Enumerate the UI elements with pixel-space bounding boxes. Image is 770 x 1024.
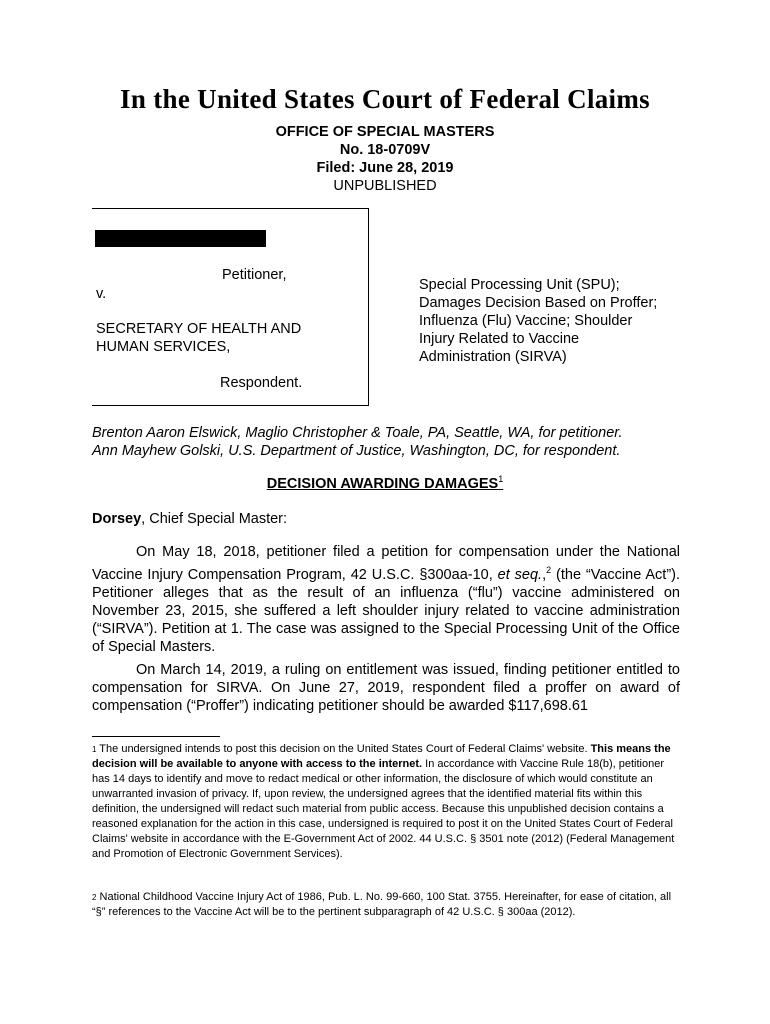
footnote-2-number: 2 [92,893,97,902]
respondent-counsel: Ann Mayhew Golski, U.S. Department of Justice, Washington, DC, for respondent. [92,443,621,459]
footnote-1-text-b: In accordance with Vaccine Rule 18(b), petitioner has 14 days to identify and move to redact medical or other information, the disclosure of which would constitute an unwarranted invasion of privacy. If, upon review, the undersigned agrees that the identified material fits within this definition, the undersigned will redact such material from public access. Because this unpublished decision contains a reasoned explanation for the action in this case, undersigned is required to post it on the United States Court of Federal Claims' website in accordance with the E-Government Act of 2002. 44 U.S.C. § 3501 note (2012) (Federal Management and Promotion of Electronic Government Services). [92,758,675,860]
case-keywords [419,276,719,366]
respondent-name-line1: SECRETARY OF HEALTH AND [96,321,302,337]
paragraph-2-text: On March 14, 2019, a ruling on entitlement was issued, finding petitioner entitled to compensation for SIRVA. On June 27, 2019, respondent filed a proffer on award of compensation (“Proffer”) indicating petitioner should be awarded $117,698.61 [92,662,680,714]
court-title: In the United States Court of Federal Claims [120,84,650,114]
decision-title-text: DECISION AWARDING DAMAGES [266,475,499,492]
keyword-line: Damages Decision Based on Proffer; [419,295,658,311]
publication-status: UNPUBLISHED [333,178,437,194]
office-name: OFFICE OF SPECIAL MASTERS [275,124,495,140]
paragraph-1-text-a: On May 18, 2018, petitioner filed a petition for compensation under the National Vaccine Injury Compensation Program, 42 U.S.C. §300aa-10, [92,544,680,583]
comma: , [542,566,547,583]
respondent-name-line2: HUMAN SERVICES, [96,339,231,355]
footnote-2 [92,890,680,920]
petitioner-label: Petitioner, [222,267,287,283]
footnote-1-number: 1 [92,745,97,754]
redacted-petitioner-name [95,230,266,247]
paragraph-1-text-b: (the “Vaccine Act”). Petitioner alleges that as the result of an influenza (“flu”) vaccine administered on November 23, 2015, she suffered a left shoulder injury related to vaccine administration (“SIRVA”). Petition at 1. The case was assigned to the Special Processing Unit of the Office of Special Masters. [92,566,681,655]
decision-title [0,474,770,492]
paragraph-2 [92,661,680,715]
paragraph-1 [92,543,680,656]
footnote-2-text: National Childhood Vaccine Injury Act of 1986, Pub. L. No. 99-660, 100 Stat. 3755. Hereinafter, for ease of citation, all “§” references to the Vaccine Act will be to the pertinent subparagraph of 42 U.S.C. § 300aa (2012). [92,891,672,918]
keyword-line: Special Processing Unit (SPU); [419,277,620,293]
petitioner-counsel: Brenton Aaron Elswick, Maglio Christopher & Toale, PA, Seattle, WA, for petitioner. [92,425,623,441]
case-number: No. 18-0709V [339,142,431,158]
et-seq: et seq. [497,566,543,583]
keyword-line: Administration (SIRVA) [419,349,567,365]
footnote-1 [92,742,680,862]
footnote-divider [92,736,220,737]
keyword-line: Injury Related to Vaccine [419,331,580,347]
author-role: , Chief Special Master: [141,511,288,527]
footnote-ref-1: 1 [498,474,504,484]
versus-label: v. [96,286,107,302]
counsel-block [92,424,623,460]
author-line [92,511,287,527]
footnote-1-text-a: The undersigned intends to post this decision on the United States Court of Federal Claims' website. [96,743,591,755]
filed-date: Filed: June 28, 2019 [316,160,454,176]
author-name: Dorsey [92,511,142,527]
footnote-1-bold: This means the decision will be available to anyone with access to the internet. [92,743,671,770]
respondent-label: Respondent. [220,375,303,391]
footnote-ref-2: 2 [546,565,552,575]
keyword-line: Influenza (Flu) Vaccine; Shoulder [419,313,633,329]
